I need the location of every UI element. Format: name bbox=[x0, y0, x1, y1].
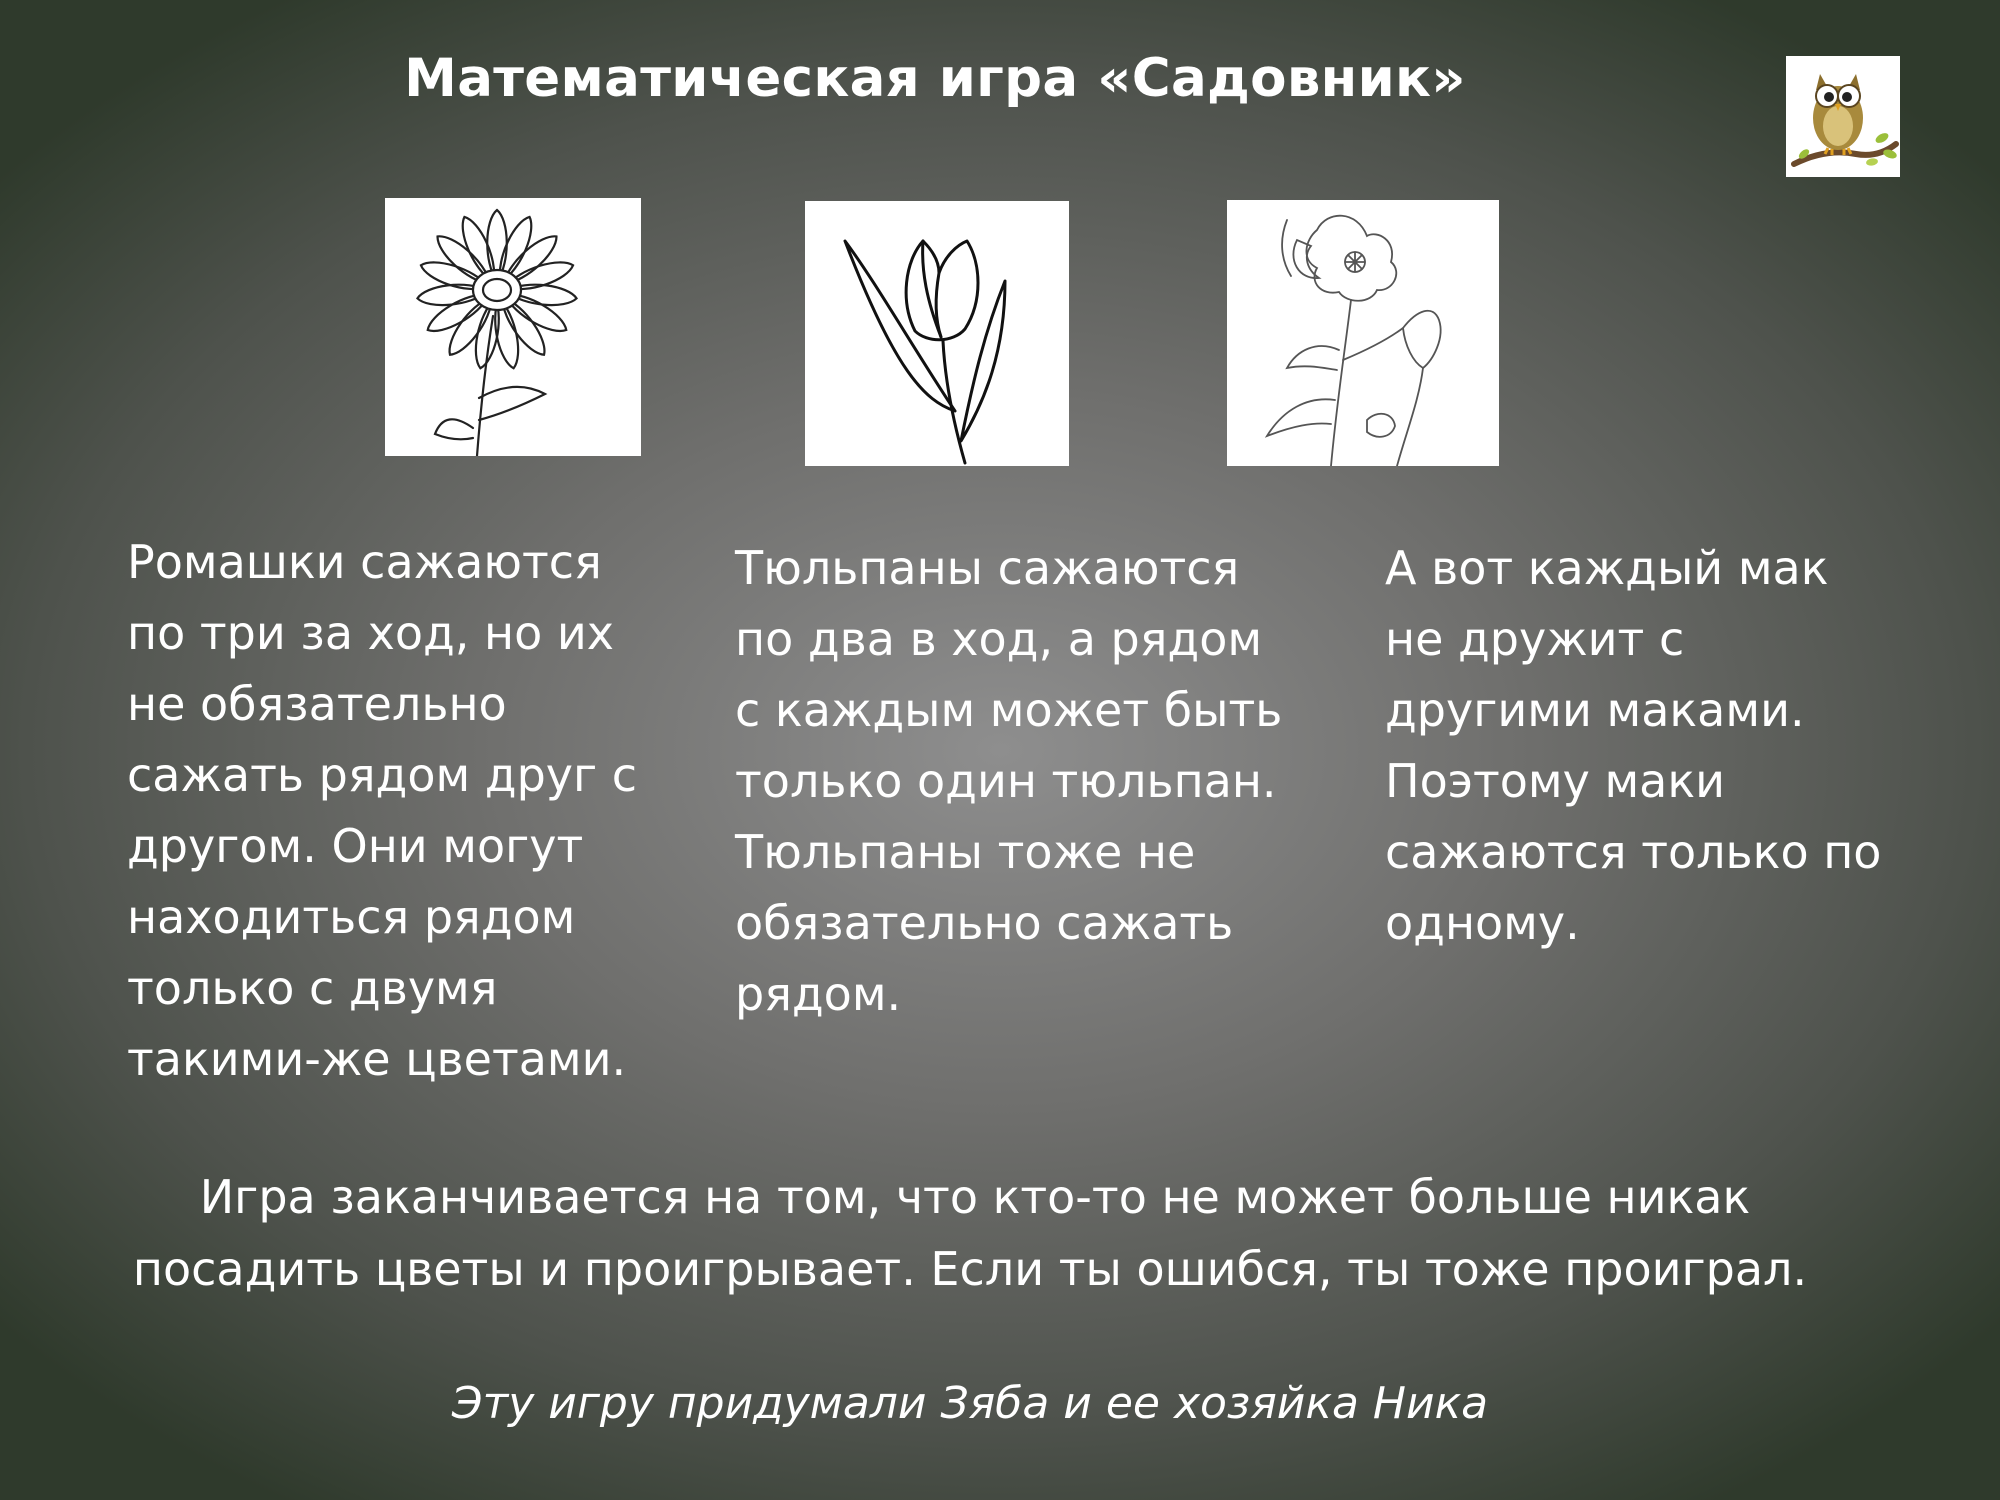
tulip-rules-text: Тюльпаны сажаются по два в ход, а рядом с каждым может быть только один тюльпан. Тюльпаны тоже не обязательно сажать рядом. bbox=[735, 541, 1283, 1021]
daisy-rules-text: Ромашки сажаются по три за ход, но их не обязательно сажать рядом друг с другом. Они могут находиться рядом только с двумя такими-же цветами. bbox=[127, 535, 638, 1086]
tulip-picture-icon bbox=[805, 201, 1069, 466]
authors-credit: Эту игру придумали Зяба и ее хозяйка Ника bbox=[451, 1378, 1489, 1429]
poppy-picture-icon bbox=[1227, 200, 1499, 466]
owl-logo-icon bbox=[1786, 56, 1900, 177]
slide-title: Математическая игра «Садовник» bbox=[404, 48, 1466, 109]
daisy-picture-icon bbox=[385, 198, 641, 456]
poppy-rules-text: А вот каждый мак не дружит с другими маками. Поэтому маки сажаются только по одному. bbox=[1385, 541, 1882, 950]
game-ending-text: Игра заканчивается на том, что кто-то не может больше никак посадить цветы и проигрывает. Если ты ошибся, ты тоже проиграл. bbox=[132, 1170, 1808, 1296]
